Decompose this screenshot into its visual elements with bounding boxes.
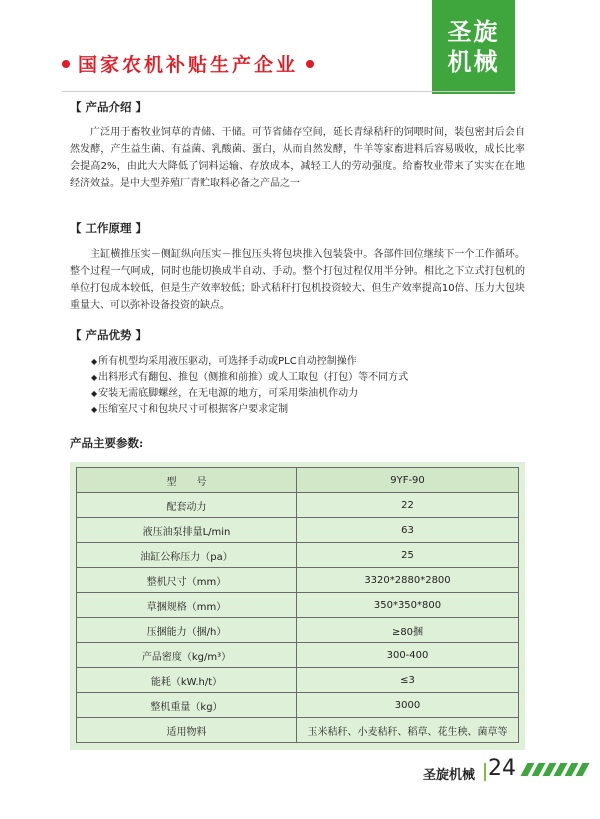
advantage-item: ◆ 出料形式有翻包、推包（侧推和前推）或人工取包（打包）等不同方式 [91,370,408,386]
param-label: 草捆规格（mm） [77,593,297,618]
param-label: 产品密度（kg/m³） [77,643,297,668]
principle-heading: 【 工作原理 】 [70,221,148,235]
principle-text: 主缸横推压实－侧缸纵向压实－推包压头将包块推入包装袋中。各部件回位继续下一个工作循环。整个过程一气呵成，同时也能切换成半自动、手动。整个打包过程仅用半分钟。相比之下立式打包机的单位打包成本较低，但是生产效率较低；卧式秸秆打包机投资较大、但生产效率提高10倍、压力大包块重量大、可以弥补设备投资的缺点。 [70,249,525,311]
param-value: ≤3 [297,668,519,693]
brand-box [432,0,515,94]
table-row [77,668,519,693]
param-label: 适用物料 [77,718,297,743]
table-row [77,493,519,518]
bullet-dot-left-icon [62,60,70,68]
param-value: 300-400 [297,643,519,668]
title-banner [62,50,314,77]
param-value: 玉米秸秆、小麦秸秆、稻草、花生秧、菌草等 [297,718,519,743]
advantage-item: ◆ 安装无需底脚螺丝，在无电源的地方，可采用柴油机作动力 [91,386,408,402]
header-rule [62,91,515,92]
param-label: 能耗（kW.h/t） [77,668,297,693]
param-label: 压捆能力（捆/h） [77,618,297,643]
param-value: 25 [297,543,519,568]
param-value: 9YF-90 [297,468,519,493]
param-label: 整机重量（kg） [77,693,297,718]
param-value: 3000 [297,693,519,718]
footer-stripes [524,763,590,776]
intro-text: 广泛用于畜牧业饲草的青储、干储。可节省储存空间，延长青绿秸秆的饲喂时间，装包密封后会自然发酵，产生益生菌、有益菌、乳酸菌、蛋白，从而自然发酵，牛羊等家畜进料后容易吸收，成长比率会提高2%，由此大大降低了饲料运输、存放成本，减轻工人的劳动强度。给畜牧业带来了实实在在地经济效益。是中大型养殖厂青贮取料必备之产品之一 [70,127,525,189]
intro-heading: 【 产品介绍 】 [70,100,148,114]
brand-line-1: 圣旋 [447,17,500,46]
param-label: 油缸公称压力（pa） [77,543,297,568]
advantages-heading: 【 产品优势 】 [70,328,148,342]
advantages-list [91,354,408,418]
table-row [77,593,519,618]
table-row [77,468,519,493]
footer-divider [484,763,486,781]
param-value: 22 [297,493,519,518]
params-heading: 产品主要参数: [70,436,144,450]
param-value: ≥80捆 [297,618,519,643]
bullet-dot-right-icon [306,60,314,68]
stripe-icon [576,763,590,776]
param-value: 3320*2880*2800 [297,568,519,593]
advantage-item: ◆ 压缩室尺寸和包块尺寸可根据客户要求定制 [91,402,408,418]
table-row [77,643,519,668]
table-row [77,693,519,718]
brand-line-2: 机械 [447,47,500,76]
table-row [77,543,519,568]
table-row [77,568,519,593]
advantage-item: ◆ 所有机型均采用液压驱动，可选择手动或PLC自动控制操作 [91,354,408,370]
table-row [77,618,519,643]
param-value: 63 [297,518,519,543]
param-label: 配套动力 [77,493,297,518]
page-number: 24 [488,756,516,781]
footer-brand: 圣旋机械 [423,768,476,783]
table-row [77,518,519,543]
param-value: 350*350*800 [297,593,519,618]
table-row [77,718,519,743]
params-table [76,467,519,743]
param-label: 型 号 [77,468,297,493]
param-label: 整机尺寸（mm） [77,568,297,593]
param-label: 液压油泵排量L/min [77,518,297,543]
page-title: 国家农机补贴生产企业 [78,54,299,76]
